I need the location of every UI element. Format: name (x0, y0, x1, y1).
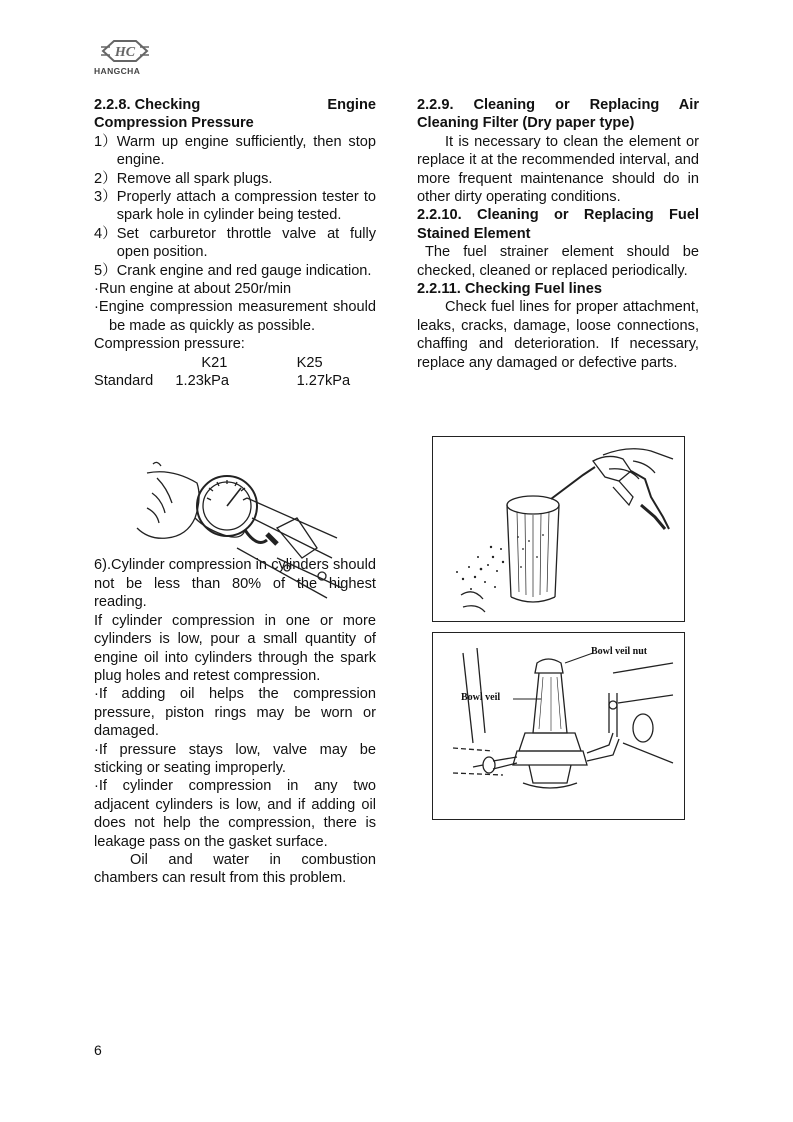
run-engine-note: ·Run engine at about 250r/min (94, 281, 292, 298)
step-text: Set carburetor throttle valve at fully open position. (116, 225, 376, 261)
logo-mark: HC (114, 45, 136, 60)
fuel-strainer-illustration (432, 632, 685, 820)
compression-tester-illustration (127, 458, 347, 608)
section-2211-heading: 2.2.11. Checking Fuel lines (417, 281, 602, 298)
bowl-veil-label: Bowl veil (461, 692, 501, 703)
compression-pressure-label: Compression pressure: (94, 336, 245, 353)
column-header-k25: K25 (296, 354, 323, 371)
section-228-heading-part2: Engine (327, 97, 376, 113)
steps-list (94, 133, 376, 280)
section-2210-paragraph: The fuel strainer element should be checked, cleaned or replaced periodically. (417, 244, 699, 279)
compression-pressure-table (94, 354, 376, 391)
section-229-heading: 2.2.9. Cleaning or Replacing Air Cleaning Filter (Dry paper type) (417, 97, 699, 132)
list-item (94, 133, 376, 170)
oil-water-paragraph: Oil and water in combustion chambers can result from this problem. (94, 851, 376, 887)
list-item (94, 225, 376, 262)
list-item (94, 188, 376, 225)
brand-name: HANGCHA (94, 66, 141, 76)
value-k25: 1.27kPa (296, 373, 351, 390)
low-compression-paragraph: If cylinder compression in one or more cylinders is low, pour a small quantity of engine oil into cylinders through the spark plug holes and retest compression. (94, 612, 376, 684)
bowl-veil-nut-label: Bowl veil nut (591, 646, 648, 657)
step-number: 5） (94, 262, 117, 279)
step-number: 3） (94, 189, 117, 206)
row-label-standard: Standard (94, 373, 154, 390)
section-2211-paragraph: Check fuel lines for proper attachment, leaks, cracks, damage, loose connections, chaffing and deterioration. If necessary, replace any damaged or defective parts. (417, 299, 699, 371)
table-row (94, 372, 376, 390)
value-k21: 1.23kPa (175, 373, 229, 390)
section-229-paragraph: It is necessary to clean the element or replace it at the recommended interval, and more frequent maintenance should do in other dirty operating conditions. (417, 133, 699, 206)
measurement-note: ·Engine compression measurement should be made as quickly as possible. (94, 299, 376, 334)
pressure-low-note: ·If pressure stays low, valve may be sticking or seating improperly. (94, 741, 376, 776)
step-number: 2） (94, 170, 117, 187)
step-text: Warm up engine sufficiently, then stop engine. (116, 133, 376, 169)
step-text: Crank engine and red gauge indication. (116, 262, 372, 279)
step-number: 1） (94, 133, 117, 150)
cylinder-compression-paragraph: 6).Cylinder compression in cylinders should not be less than 80% of the highest reading. (94, 557, 376, 611)
step-text: Remove all spark plugs. (116, 170, 273, 187)
step-number: 4） (94, 225, 117, 242)
section-228-heading-line2: Compression Pressure (94, 115, 254, 132)
air-filter-illustration (432, 436, 685, 622)
section-228-heading (94, 96, 376, 114)
page-number: 6 (94, 1042, 102, 1058)
hangcha-logo-icon (100, 38, 150, 64)
adding-oil-note: ·If adding oil helps the compression pressure, piston rings may be worn or damaged. (94, 686, 376, 740)
right-column (417, 96, 699, 372)
section-2210-heading: 2.2.10. Cleaning or Replacing Fuel Stained Element (417, 207, 699, 242)
column-header-k21: K21 (201, 354, 228, 371)
table-header-row (94, 354, 376, 372)
list-item (94, 170, 376, 188)
list-item (94, 262, 376, 280)
adjacent-cylinders-note: ·If cylinder compression in any two adjacent cylinders is low, and if adding oil does not help the compression, there is leakage pass on the gasket surface. (94, 778, 376, 850)
section-228-heading-part1: 2.2.8. Checking (94, 97, 201, 113)
step-text: Properly attach a compression tester to spark hole in cylinder being tested. (116, 189, 376, 224)
brand-logo (94, 38, 156, 78)
